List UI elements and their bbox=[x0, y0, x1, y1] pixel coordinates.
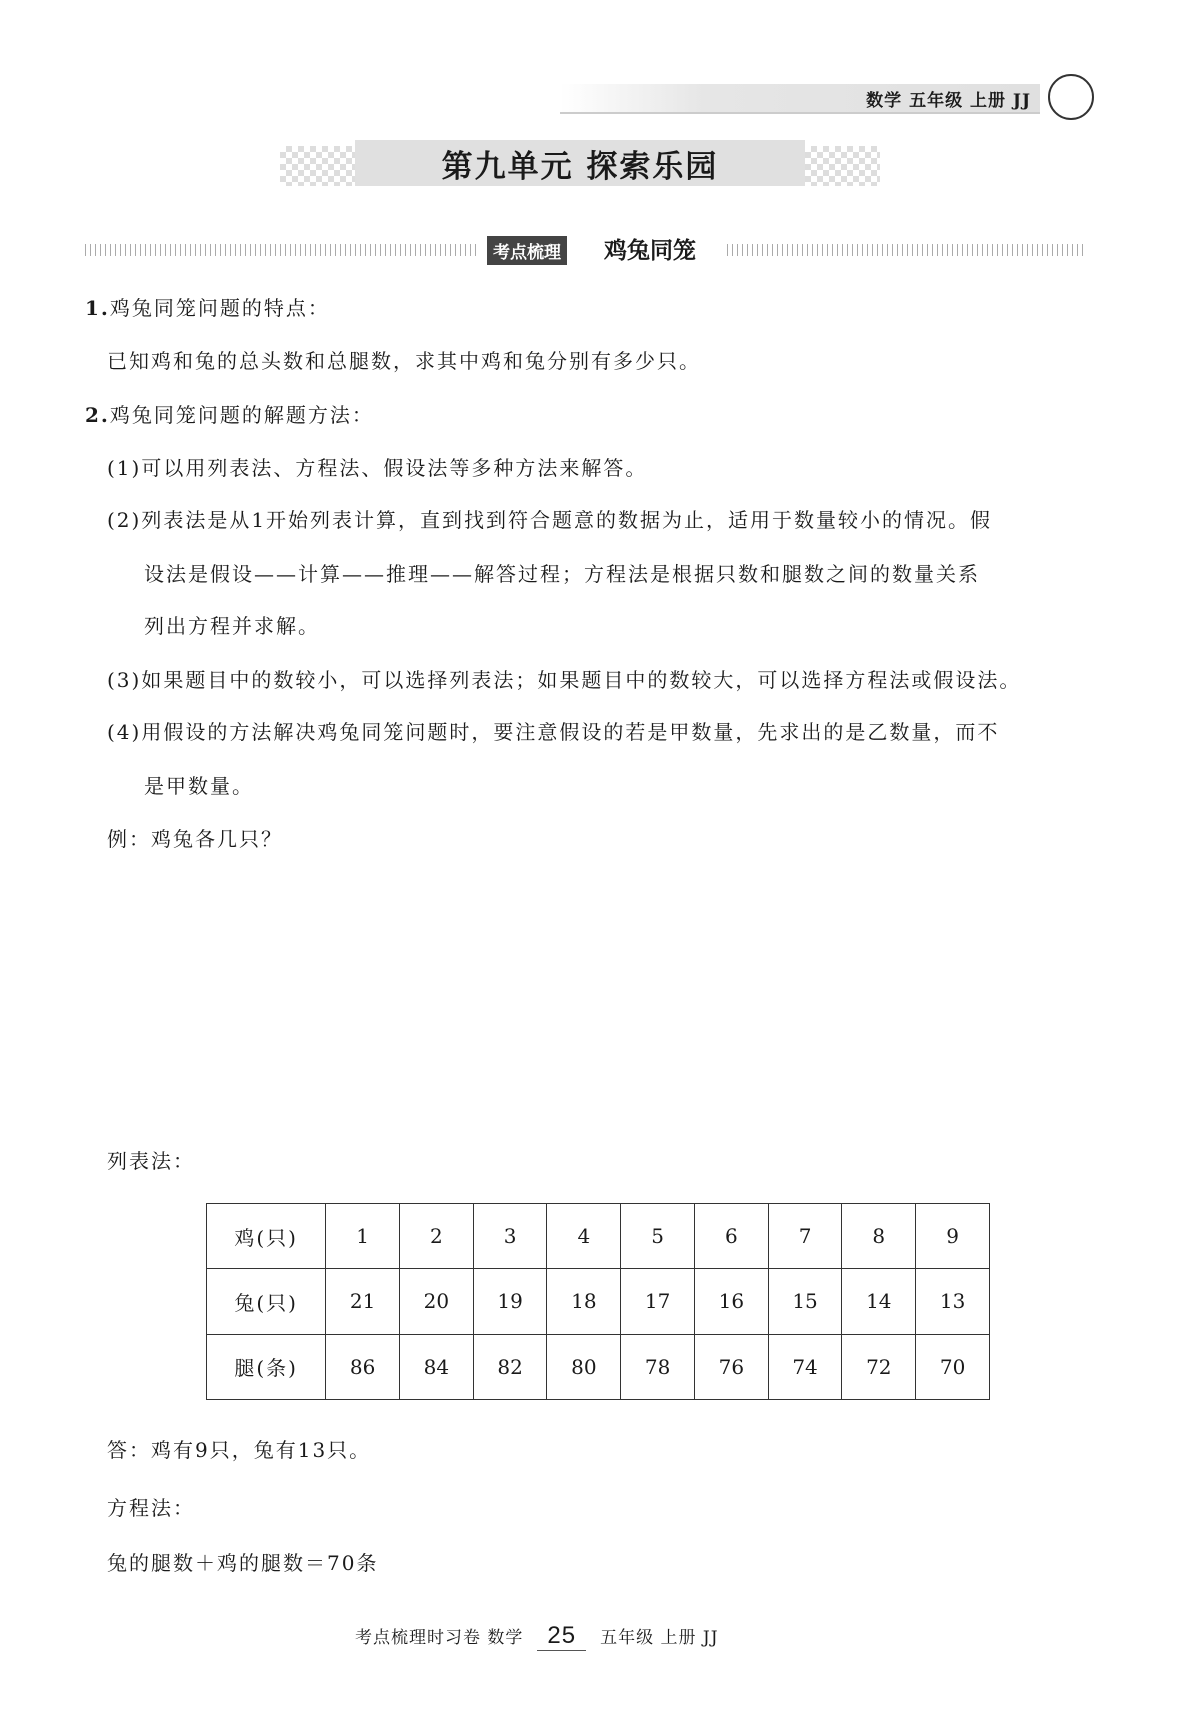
divider bbox=[85, 244, 480, 256]
table-cell: 3 bbox=[473, 1204, 547, 1269]
table-cell: 2 bbox=[400, 1204, 474, 1269]
table-cell: 13 bbox=[916, 1269, 990, 1334]
table-cell: 84 bbox=[400, 1334, 474, 1399]
answer: 答：鸡有9只，兔有13只。 bbox=[107, 1438, 372, 1462]
table-cell: 8 bbox=[842, 1204, 916, 1269]
table-cell: 82 bbox=[473, 1334, 547, 1399]
row-header: 鸡(只) bbox=[207, 1204, 326, 1269]
table-cell: 7 bbox=[768, 1204, 842, 1269]
footer-right: 五年级 上册 JJ bbox=[600, 1628, 719, 1648]
table-cell: 9 bbox=[916, 1204, 990, 1269]
point-1: 1.鸡兔同笼问题的特点： bbox=[85, 296, 330, 320]
table-cell: 80 bbox=[547, 1334, 621, 1399]
table-cell: 20 bbox=[400, 1269, 474, 1334]
table-cell: 86 bbox=[326, 1334, 400, 1399]
point-2: 2.鸡兔同笼问题的解题方法： bbox=[85, 403, 374, 427]
point-text: 设法是假设——计算——推理——解答过程；方程法是根据只数和腿数之间的数量关系 bbox=[144, 562, 980, 586]
point-text: 已知鸡和兔的总头数和总腿数，求其中鸡和兔分别有多少只。 bbox=[107, 349, 701, 373]
point-text: (3)如果题目中的数较小，可以选择列表法；如果题目中的数较大，可以选择方程法或假设法。 bbox=[107, 668, 1022, 692]
table-row bbox=[207, 1334, 990, 1399]
equation: 兔的腿数＋鸡的腿数＝70条 bbox=[107, 1551, 379, 1575]
page-number: 25 bbox=[537, 1622, 586, 1651]
table-cell: 72 bbox=[842, 1334, 916, 1399]
table-cell: 14 bbox=[842, 1269, 916, 1334]
table-cell: 70 bbox=[916, 1334, 990, 1399]
table-cell: 21 bbox=[326, 1269, 400, 1334]
publisher-logo bbox=[1048, 74, 1094, 120]
point-text: (2)列表法是从1开始列表计算，直到找到符合题意的数据为止，适用于数量较小的情况。假 bbox=[107, 508, 993, 532]
equation-method-label: 方程法： bbox=[107, 1496, 195, 1520]
table-cell: 16 bbox=[694, 1269, 768, 1334]
checker-decoration bbox=[280, 146, 355, 186]
row-header: 腿(条) bbox=[207, 1334, 326, 1399]
divider bbox=[727, 244, 1087, 256]
unit-title-banner bbox=[280, 140, 880, 188]
table-cell: 76 bbox=[694, 1334, 768, 1399]
row-header: 兔(只) bbox=[207, 1269, 326, 1334]
section-tag: 考点梳理 bbox=[487, 236, 567, 265]
point-text: (1)可以用列表法、方程法、假设法等多种方法来解答。 bbox=[107, 456, 648, 480]
checker-decoration bbox=[805, 146, 880, 186]
table-row bbox=[207, 1204, 990, 1269]
footer bbox=[355, 1622, 719, 1651]
table-cell: 78 bbox=[621, 1334, 695, 1399]
unit-title: 第九单元 探索乐园 bbox=[355, 140, 805, 186]
footer-left: 考点梳理时习卷 数学 bbox=[355, 1628, 524, 1648]
table-cell: 74 bbox=[768, 1334, 842, 1399]
example-question: 例：鸡兔各几只？ bbox=[107, 827, 283, 851]
table-cell: 18 bbox=[547, 1269, 621, 1334]
point-text: 列出方程并求解。 bbox=[144, 614, 320, 638]
book-info: 数学 五年级 上册 JJ bbox=[866, 91, 1031, 111]
table-cell: 5 bbox=[621, 1204, 695, 1269]
point-text: 是甲数量。 bbox=[144, 774, 254, 798]
table-row bbox=[207, 1269, 990, 1334]
table-method-label: 列表法： bbox=[107, 1149, 195, 1173]
enumeration-table bbox=[206, 1203, 990, 1400]
table-cell: 6 bbox=[694, 1204, 768, 1269]
table-cell: 17 bbox=[621, 1269, 695, 1334]
table-cell: 15 bbox=[768, 1269, 842, 1334]
section-title: 鸡兔同笼 bbox=[604, 238, 696, 264]
table-cell: 4 bbox=[547, 1204, 621, 1269]
table-cell: 19 bbox=[473, 1269, 547, 1334]
table-cell: 1 bbox=[326, 1204, 400, 1269]
point-text: (4)用假设的方法解决鸡兔同笼问题时，要注意假设的若是甲数量，先求出的是乙数量，而不 bbox=[107, 720, 1000, 744]
